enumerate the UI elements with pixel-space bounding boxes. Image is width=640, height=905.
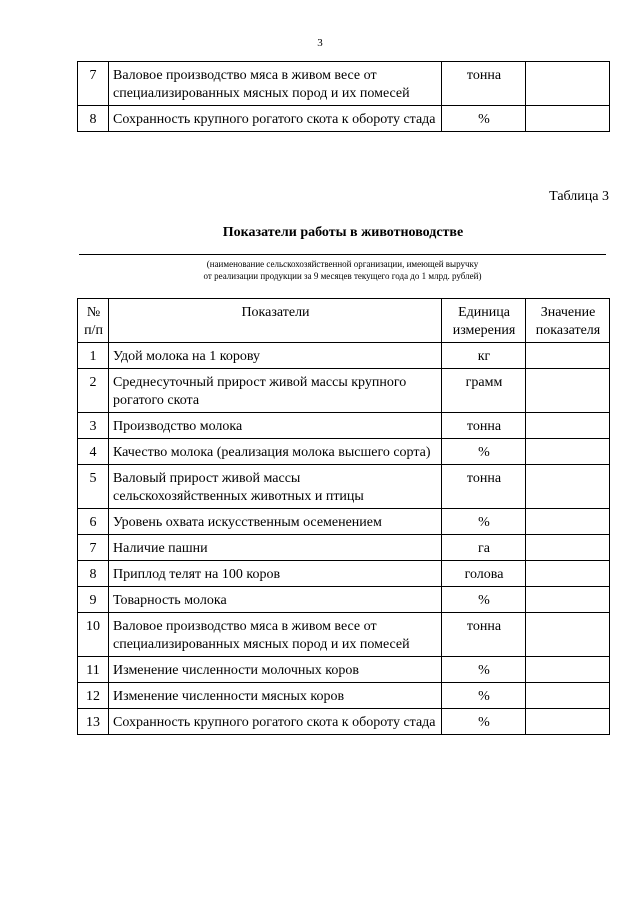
header-unit-line1: Единица xyxy=(458,305,510,320)
row-value xyxy=(526,613,610,657)
row-value xyxy=(526,561,610,587)
table-row xyxy=(78,535,610,561)
continued-table xyxy=(77,61,610,132)
row-number: 4 xyxy=(78,439,109,465)
row-number: 2 xyxy=(78,369,109,413)
row-indicator: Изменение численности молочных коров xyxy=(109,657,442,683)
row-unit: тонна xyxy=(442,413,526,439)
indicators-table xyxy=(77,298,610,735)
row-number: 3 xyxy=(78,413,109,439)
table-row xyxy=(78,657,610,683)
org-note-line-2: от реализации продукции за 9 месяцев текущего года до 1 млрд. рублей) xyxy=(203,271,482,281)
table-row xyxy=(78,683,610,709)
page-title: Показатели работы в животноводстве xyxy=(222,225,464,240)
row-indicator: Удой молока на 1 корову xyxy=(109,343,442,369)
row-value xyxy=(526,369,610,413)
header-num-line2: п/п xyxy=(84,323,103,338)
table-row xyxy=(78,509,610,535)
org-name-note xyxy=(79,258,606,282)
org-name-line xyxy=(79,254,606,255)
table-row xyxy=(78,369,610,413)
row-value xyxy=(526,683,610,709)
row-value xyxy=(526,413,610,439)
row-value xyxy=(526,62,610,106)
row-unit: % xyxy=(442,439,526,465)
row-unit: % xyxy=(442,509,526,535)
row-value xyxy=(526,509,610,535)
row-unit: кг xyxy=(442,343,526,369)
row-unit: % xyxy=(442,587,526,613)
table-row xyxy=(78,587,610,613)
row-unit: голова xyxy=(442,561,526,587)
row-unit: тонна xyxy=(442,465,526,509)
header-value xyxy=(526,299,610,343)
page-number: 3 xyxy=(317,37,323,49)
header-value-line1: Значение xyxy=(540,305,596,320)
table-row xyxy=(78,709,610,735)
row-value xyxy=(526,535,610,561)
row-unit: тонна xyxy=(442,62,526,106)
header-unit xyxy=(442,299,526,343)
row-indicator: Наличие пашни xyxy=(109,535,442,561)
table-row xyxy=(78,561,610,587)
row-value xyxy=(526,709,610,735)
row-unit: грамм xyxy=(442,369,526,413)
row-indicator: Производство молока xyxy=(109,413,442,439)
header-indicator: Показатели xyxy=(109,299,442,343)
row-number: 8 xyxy=(78,561,109,587)
table-row xyxy=(78,439,610,465)
row-indicator: Сохранность крупного рогатого скота к обороту стада xyxy=(109,709,442,735)
table-row xyxy=(78,343,610,369)
row-unit: % xyxy=(442,657,526,683)
row-number: 11 xyxy=(78,657,109,683)
header-value-line2: показателя xyxy=(535,323,601,338)
row-value xyxy=(526,465,610,509)
row-value xyxy=(526,439,610,465)
row-value xyxy=(526,657,610,683)
row-value xyxy=(526,587,610,613)
row-unit: га xyxy=(442,535,526,561)
row-unit: % xyxy=(442,709,526,735)
header-unit-line2: измерения xyxy=(452,323,516,338)
row-value xyxy=(526,106,610,132)
row-number: 10 xyxy=(78,613,109,657)
row-number: 8 xyxy=(78,106,109,132)
header-num-line1: № xyxy=(86,305,101,320)
table-row xyxy=(78,613,610,657)
row-indicator: Валовое производство мяса в живом весе от специализированных мясных пород и их помесей xyxy=(109,613,442,657)
row-number: 9 xyxy=(78,587,109,613)
row-number: 5 xyxy=(78,465,109,509)
row-number: 1 xyxy=(78,343,109,369)
row-number: 13 xyxy=(78,709,109,735)
row-indicator: Изменение численности мясных коров xyxy=(109,683,442,709)
row-unit: тонна xyxy=(442,613,526,657)
row-number: 7 xyxy=(78,535,109,561)
row-indicator: Среднесуточный прирост живой массы крупного рогатого скота xyxy=(109,369,442,413)
row-indicator: Уровень охвата искусственным осеменением xyxy=(109,509,442,535)
table-row xyxy=(78,465,610,509)
table-row xyxy=(78,62,610,106)
table-row xyxy=(78,106,610,132)
header-row xyxy=(78,299,610,343)
row-indicator: Товарность молока xyxy=(109,587,442,613)
row-value xyxy=(526,343,610,369)
table-label: Таблица 3 xyxy=(549,189,609,204)
row-number: 7 xyxy=(78,62,109,106)
row-number: 6 xyxy=(78,509,109,535)
row-indicator: Сохранность крупного рогатого скота к обороту стада xyxy=(109,106,442,132)
table-row xyxy=(78,413,610,439)
row-number: 12 xyxy=(78,683,109,709)
row-indicator: Приплод телят на 100 коров xyxy=(109,561,442,587)
row-unit: % xyxy=(442,106,526,132)
row-indicator: Качество молока (реализация молока высшего сорта) xyxy=(109,439,442,465)
org-note-line-1: (наименование сельскохозяйственной организации, имеющей выручку xyxy=(206,259,479,269)
row-indicator: Валовый прирост живой массы сельскохозяйственных животных и птицы xyxy=(109,465,442,509)
header-num xyxy=(78,299,109,343)
row-unit: % xyxy=(442,683,526,709)
row-indicator: Валовое производство мяса в живом весе от специализированных мясных пород и их помесей xyxy=(109,62,442,106)
